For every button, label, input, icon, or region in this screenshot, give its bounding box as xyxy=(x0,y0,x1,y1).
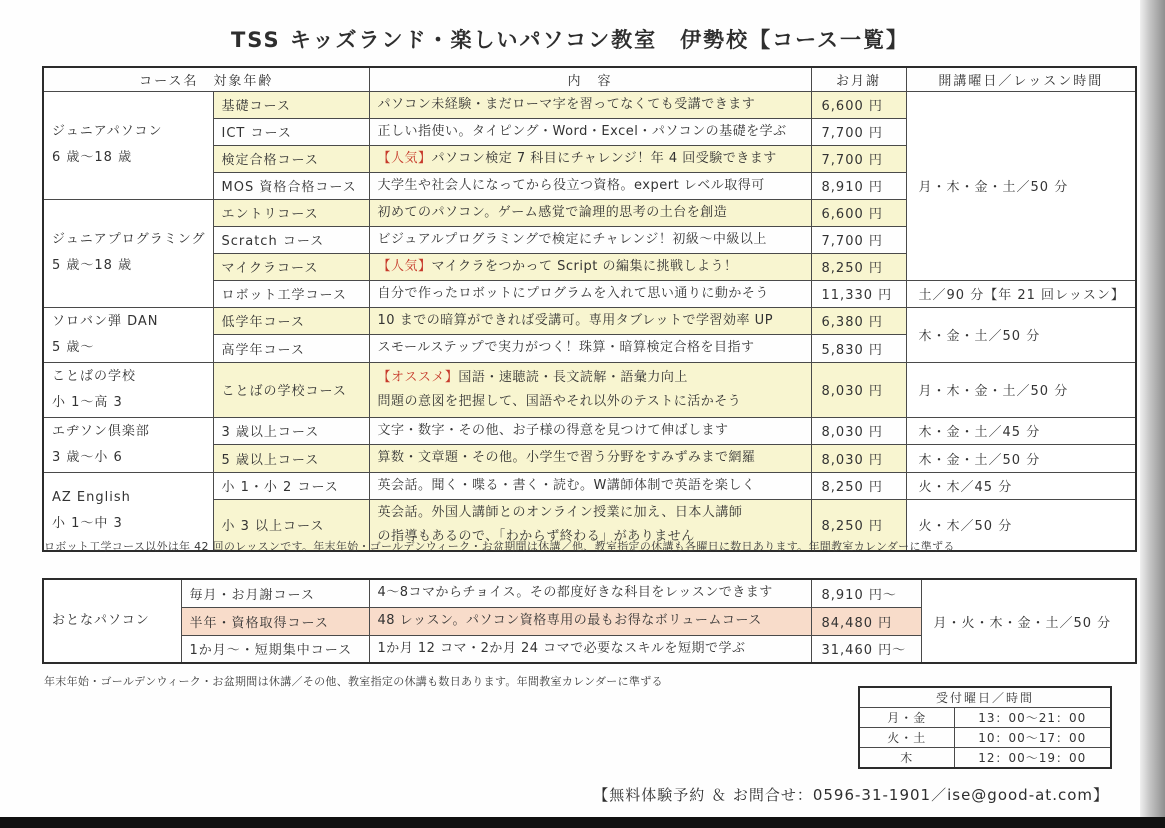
content-line: 初めてのパソコン。ゲーム感覚で論理的思考の土台を創造 xyxy=(377,204,728,220)
course-content-cell xyxy=(369,635,811,663)
fee-cell: 8,030 円 xyxy=(811,362,906,417)
course-name-cell: 高学年コース xyxy=(213,335,369,363)
course-name-cell: 毎月・お月謝コース xyxy=(181,579,369,607)
content-line: スモールステップで実力がつく！珠算・暗算検定合格を目指す xyxy=(377,340,755,356)
table-row xyxy=(43,579,1136,607)
course-name-cell: 5 歳以上コース xyxy=(213,445,369,473)
fee-cell: 8,250 円 xyxy=(811,472,906,499)
group-age: 小 1〜高 3 xyxy=(52,394,123,410)
group-name: ジュニアパソコン xyxy=(52,124,163,139)
course-content-cell xyxy=(369,445,811,473)
reception-days: 火・土 xyxy=(859,728,954,748)
course-name-cell: ことばの学校コース xyxy=(213,362,369,417)
content-line: 問題の意図を把握して、国語やそれ以外のテストに活かそう xyxy=(377,393,742,409)
group-name: ジュニアプログラミング xyxy=(52,232,206,247)
content-line xyxy=(378,366,810,390)
content-text: 国語・速聴読・長文読解・語彙力向上 xyxy=(458,369,688,385)
content-line: 大学生や社会人になってから役立つ資格。expert レベル取得可 xyxy=(377,177,765,193)
course-name-cell: 小 3 以上コース xyxy=(213,499,369,551)
content-line: 英会話。外国人講師とのオンライン授業に加え、日本人講師 xyxy=(377,504,743,520)
content-line: ビジュアルプログラミングで検定にチャレンジ！初級〜中級以上 xyxy=(377,231,767,247)
reception-time: 12：00〜19：00 xyxy=(954,748,1111,769)
schedule-cell: 火・木／45 分 xyxy=(906,472,1136,499)
course-group-cell xyxy=(43,417,213,472)
highlight-badge: 【人気】 xyxy=(377,258,432,274)
group-name: ことばの学校 xyxy=(52,368,137,384)
course-name-cell: 検定合格コース xyxy=(213,145,369,172)
reception-time: 10：00〜17：00 xyxy=(954,728,1111,748)
kids-table-note: ロボット工学コース以外は年 42 回のレッスンです。年末年始・ゴールデンウィーク・お盆期間は休講／他、教室指定の休講も各曜日に数日あります。年間教室カレンダーに準ずる xyxy=(44,540,955,553)
course-content-cell xyxy=(369,607,811,635)
course-name-cell: MOS 資格合格コース xyxy=(213,172,369,199)
group-age: 6 歳〜18 歳 xyxy=(52,150,133,165)
content-line: の指導もあるので、「わからず終わる」がありません xyxy=(377,528,695,544)
fee-cell: 7,700 円 xyxy=(811,226,906,253)
page-title: TSS キッズランド・楽しいパソコン教室 伊勢校【コース一覧】 xyxy=(230,28,910,52)
course-name-cell: ロボット工学コース xyxy=(213,280,369,307)
schedule-cell: 月・木・金・土／50 分 xyxy=(906,91,1136,280)
content-line: 10 までの暗算ができれば受講可。専用タブレットで学習効率 UP xyxy=(377,312,774,328)
reception-row xyxy=(859,728,1111,748)
course-content-cell xyxy=(369,145,811,172)
group-name: ソロバン弾 DAN xyxy=(52,313,159,329)
course-content-cell xyxy=(369,226,811,253)
reception-header: 受付曜日／時間 xyxy=(859,687,1111,708)
reception-time: 13：00〜21：00 xyxy=(954,708,1111,728)
course-name-cell: マイクラコース xyxy=(213,253,369,280)
group-name: エヂソン倶楽部 xyxy=(52,423,150,439)
course-content-cell xyxy=(369,335,811,363)
kids-course-table xyxy=(42,66,1137,552)
header-fee: お月謝 xyxy=(811,67,906,91)
table-row xyxy=(43,91,1136,118)
schedule-cell: 木・金・土／50 分 xyxy=(906,307,1136,362)
content-line: 48 レッスン。パソコン資格専用の最もお得なボリュームコース xyxy=(377,613,762,628)
course-name-cell: 基礎コース xyxy=(213,91,369,118)
course-name-cell: 小 1・小 2 コース xyxy=(213,472,369,499)
fee-cell: 6,600 円 xyxy=(811,91,906,118)
schedule-cell: 火・木／50 分 xyxy=(906,499,1136,551)
fee-cell: 8,250 円 xyxy=(811,499,906,551)
content-line: 4〜8コマからチョイス。その都度好きな科目をレッスンできます xyxy=(377,585,773,601)
fee-cell: 8,250 円 xyxy=(811,253,906,280)
content-line xyxy=(378,147,810,171)
table-header-row xyxy=(43,67,1136,91)
fee-cell: 8,910 円 xyxy=(811,172,906,199)
course-content-cell xyxy=(369,91,811,118)
course-name-cell: ICT コース xyxy=(213,118,369,145)
course-content-cell xyxy=(369,199,811,226)
adult-course-table xyxy=(42,578,1137,664)
course-content-cell xyxy=(369,253,811,280)
schedule-cell: 木・金・土／45 分 xyxy=(906,417,1136,445)
course-content-cell xyxy=(369,307,811,335)
schedule-cell: 木・金・土／50 分 xyxy=(906,445,1136,473)
schedule-cell: 月・木・金・土／50 分 xyxy=(906,362,1136,417)
group-age: 小 1〜中 3 xyxy=(52,516,123,532)
schedule-cell: 月・火・木・金・土／50 分 xyxy=(921,579,1136,663)
course-content-cell xyxy=(369,579,811,607)
table-row xyxy=(43,417,1136,445)
highlight-badge: 【オススメ】 xyxy=(377,369,459,385)
contact-info: 【無料体験予約 ＆ お問合せ：0596-31-1901／ise@good-at.com】 xyxy=(593,786,1109,804)
fee-cell: 6,600 円 xyxy=(811,199,906,226)
content-text: パソコン検定 7 科目にチャレンジ！年 4 回受験できます xyxy=(431,150,777,166)
schedule-cell: 土／90 分【年 21 回レッスン】 xyxy=(906,280,1136,307)
table-row xyxy=(43,472,1136,499)
course-content-cell xyxy=(369,118,811,145)
course-group-cell xyxy=(43,362,213,417)
scan-bottom-edge xyxy=(0,817,1165,828)
reception-row xyxy=(859,748,1111,769)
fee-cell: 84,480 円 xyxy=(811,607,921,635)
fee-cell: 8,030 円 xyxy=(811,417,906,445)
group-age: 5 歳〜18 歳 xyxy=(52,258,133,273)
reception-days: 木 xyxy=(859,748,954,769)
table-row xyxy=(43,307,1136,335)
reception-row xyxy=(859,708,1111,728)
content-line: パソコン未経験・まだローマ字を習ってなくても受講できます xyxy=(377,96,756,112)
group-age: 5 歳〜 xyxy=(52,339,95,355)
course-content-cell xyxy=(369,280,811,307)
fee-cell: 6,380 円 xyxy=(811,307,906,335)
table-row xyxy=(43,362,1136,417)
header-schedule: 開講曜日／レッスン時間 xyxy=(906,67,1136,91)
course-name-cell: エントリコース xyxy=(213,199,369,226)
course-name-cell: 1か月〜・短期集中コース xyxy=(181,635,369,663)
reception-header-row xyxy=(859,687,1111,708)
fee-cell: 8,910 円〜 xyxy=(811,579,921,607)
header-course-name-age: コース名 対象年齢 xyxy=(43,67,369,91)
course-name-cell: 低学年コース xyxy=(213,307,369,335)
fee-cell: 11,330 円 xyxy=(811,280,906,307)
group-name: AZ English xyxy=(52,490,131,506)
content-line: 自分で作ったロボットにプログラムを入れて思い通りに動かそう xyxy=(377,285,769,301)
course-content-cell xyxy=(369,417,811,445)
course-content-cell xyxy=(369,172,811,199)
header-content: 内 容 xyxy=(369,67,811,91)
content-line: 文字・数字・その他、お子様の得意を見つけて伸ばします xyxy=(377,422,729,438)
highlight-badge: 【人気】 xyxy=(377,150,432,166)
content-line: 算数・文章題・その他。小学生で習う分野をすみずみまで網羅 xyxy=(377,450,756,466)
course-group-cell xyxy=(43,307,213,362)
course-name-cell: Scratch コース xyxy=(213,226,369,253)
reception-hours-table xyxy=(858,686,1112,769)
course-group-cell xyxy=(43,91,213,199)
content-line: 正しい指使い。タイピング・Word・Excel・パソコンの基礎を学ぶ xyxy=(377,123,787,139)
course-name-cell: 3 歳以上コース xyxy=(213,417,369,445)
content-text: マイクラをつかって Script の編集に挑戦しよう！ xyxy=(431,258,738,274)
course-content-cell xyxy=(369,472,811,499)
fee-cell: 7,700 円 xyxy=(811,118,906,145)
content-line xyxy=(378,255,810,279)
content-line: 英会話。聞く・喋る・書く・読む。W講師体制で英語を楽しく xyxy=(377,477,756,493)
fee-cell: 7,700 円 xyxy=(811,145,906,172)
fee-cell: 8,030 円 xyxy=(811,445,906,473)
group-age: 3 歳〜小 6 xyxy=(52,449,123,465)
course-group-cell xyxy=(43,199,213,307)
reception-days: 月・金 xyxy=(859,708,954,728)
course-name-cell: 半年・資格取得コース xyxy=(181,607,369,635)
fee-cell: 31,460 円〜 xyxy=(811,635,921,663)
scan-edge-shadow xyxy=(1140,0,1165,828)
group-name: おとなパソコン xyxy=(52,613,150,628)
content-line: 1か月 12 コマ・2か月 24 コマで必要なスキルを短期で学ぶ xyxy=(377,640,746,656)
fee-cell: 5,830 円 xyxy=(811,335,906,363)
course-group-cell xyxy=(43,579,181,663)
adult-table-note: 年末年始・ゴールデンウィーク・お盆期間は休講／その他、教室指定の休講も数日あります。年間教室カレンダーに準ずる xyxy=(44,675,663,688)
course-content-cell xyxy=(369,362,811,417)
